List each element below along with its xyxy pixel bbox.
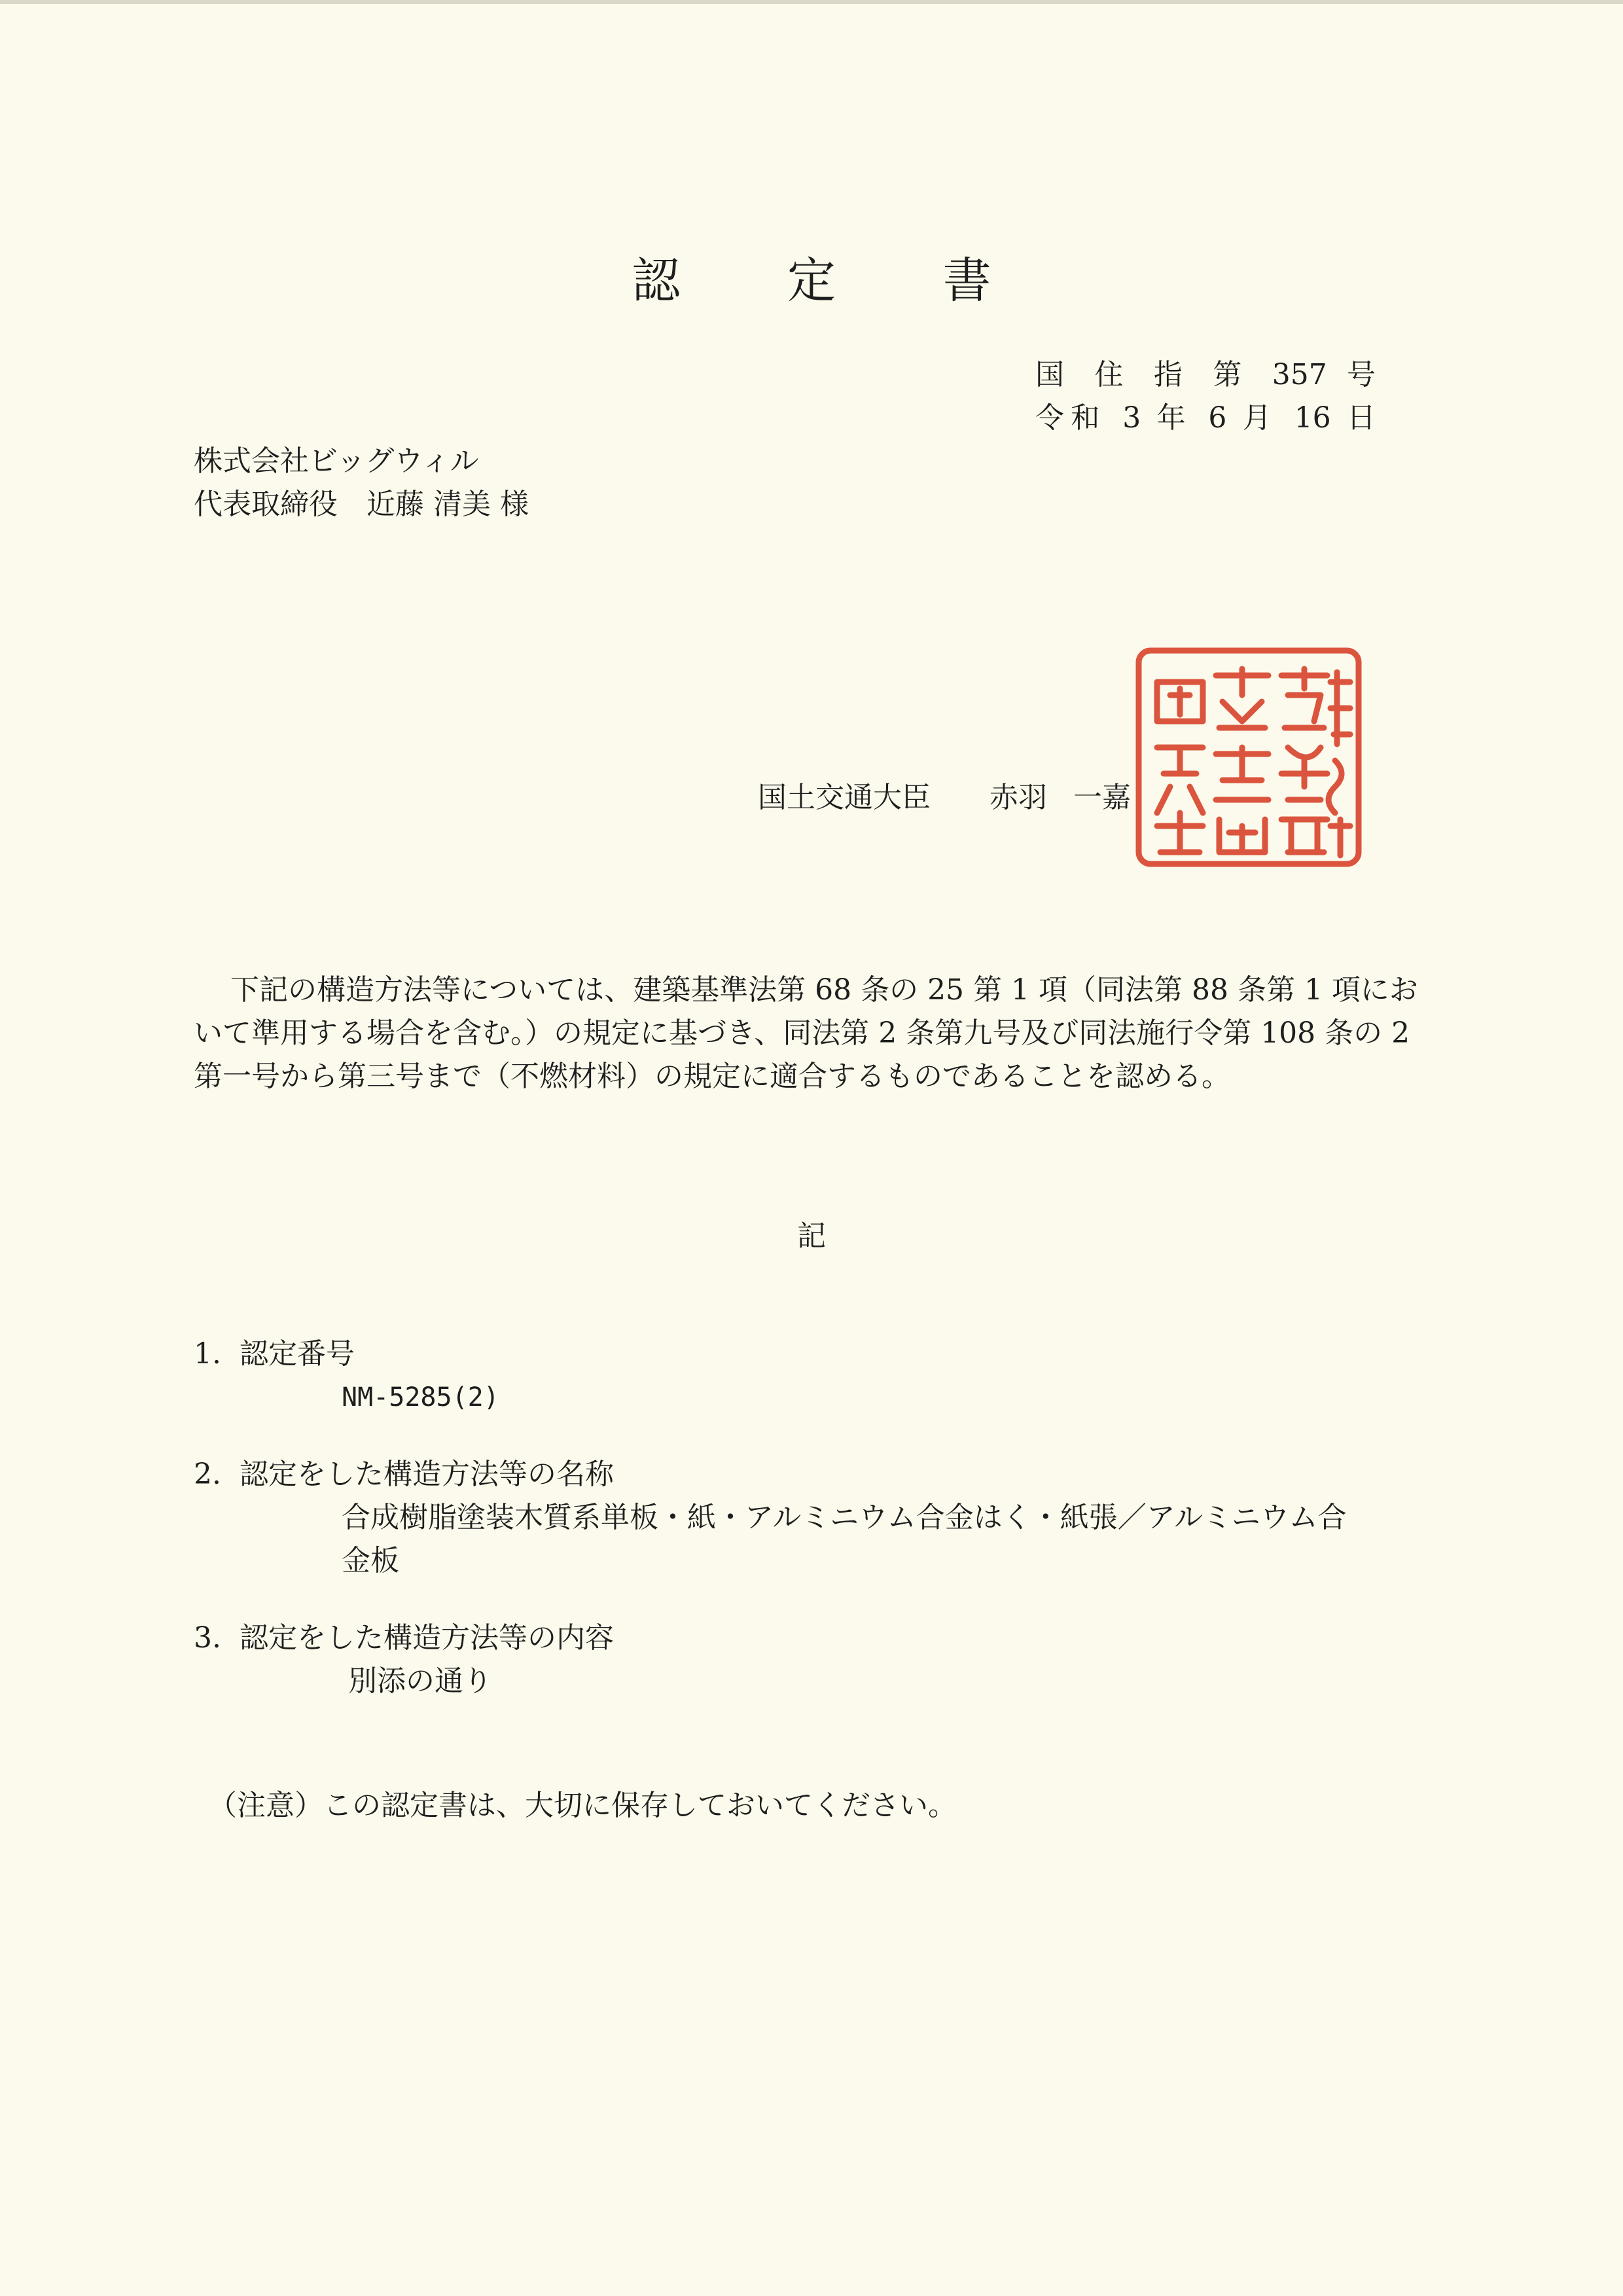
item-label: 認定をした構造方法等の内容 [240, 1621, 614, 1655]
item-number: 3. [194, 1621, 221, 1655]
item-label: 認定をした構造方法等の名称 [240, 1458, 614, 1491]
caution-note: （注意）この認定書は、大切に保存しておいてください。 [208, 1789, 957, 1822]
document-number-block [1035, 353, 1376, 440]
issuer-given-name: 一嘉 [1073, 781, 1131, 814]
item-number: 1. [194, 1337, 221, 1371]
item-label: 認定番号 [240, 1337, 355, 1371]
item-value-method-content: 別添の通り [348, 1664, 492, 1698]
recipient-position: 代表取締役 [194, 488, 338, 521]
issuer-line [758, 776, 1131, 819]
item-number: 2. [194, 1458, 221, 1491]
scan-edge-line [0, 0, 1623, 4]
document-number: 国 住 指 第 357 号 [1035, 358, 1376, 391]
recipient-block [194, 440, 529, 526]
document-date: 令和 3 年 6 月 16 日 [1035, 401, 1376, 435]
document-title: 認 定 書 [632, 253, 1037, 309]
issuer-family-name: 赤羽 [990, 781, 1047, 814]
item-value-method-name: 合成樹脂塗装木質系単板・紙・アルミニウム合金はく・紙張／アルミニウム合金板 [342, 1501, 1347, 1577]
list-item [194, 1453, 1437, 1583]
official-seal-stamp [1131, 643, 1366, 872]
recipient-person-line [194, 483, 529, 526]
item-value-approval-number: NM-5285(2) [342, 1382, 499, 1412]
recipient-name: 近藤 清美 [366, 488, 491, 521]
issuer-title: 国土交通大臣 [758, 781, 931, 814]
recipient-company: 株式会社ビッグウィル [194, 444, 479, 478]
items-list [194, 1333, 1437, 1737]
recipient-honorific: 様 [500, 488, 529, 521]
certification-statement: 下記の構造方法等については、建築基準法第 68 条の 25 第 1 項（同法第 88 条第 1 項において準用する場合を含む。）の規定に基づき、同法第 2 条第九号及び同法施行令第 108 条の 2 第一号から第三号まで（不燃材料）の規定に適合するものであることを認める。 [194, 973, 1418, 1093]
ki-heading: 記 [797, 1219, 826, 1253]
list-item [194, 1617, 1437, 1703]
list-item [194, 1333, 1437, 1419]
